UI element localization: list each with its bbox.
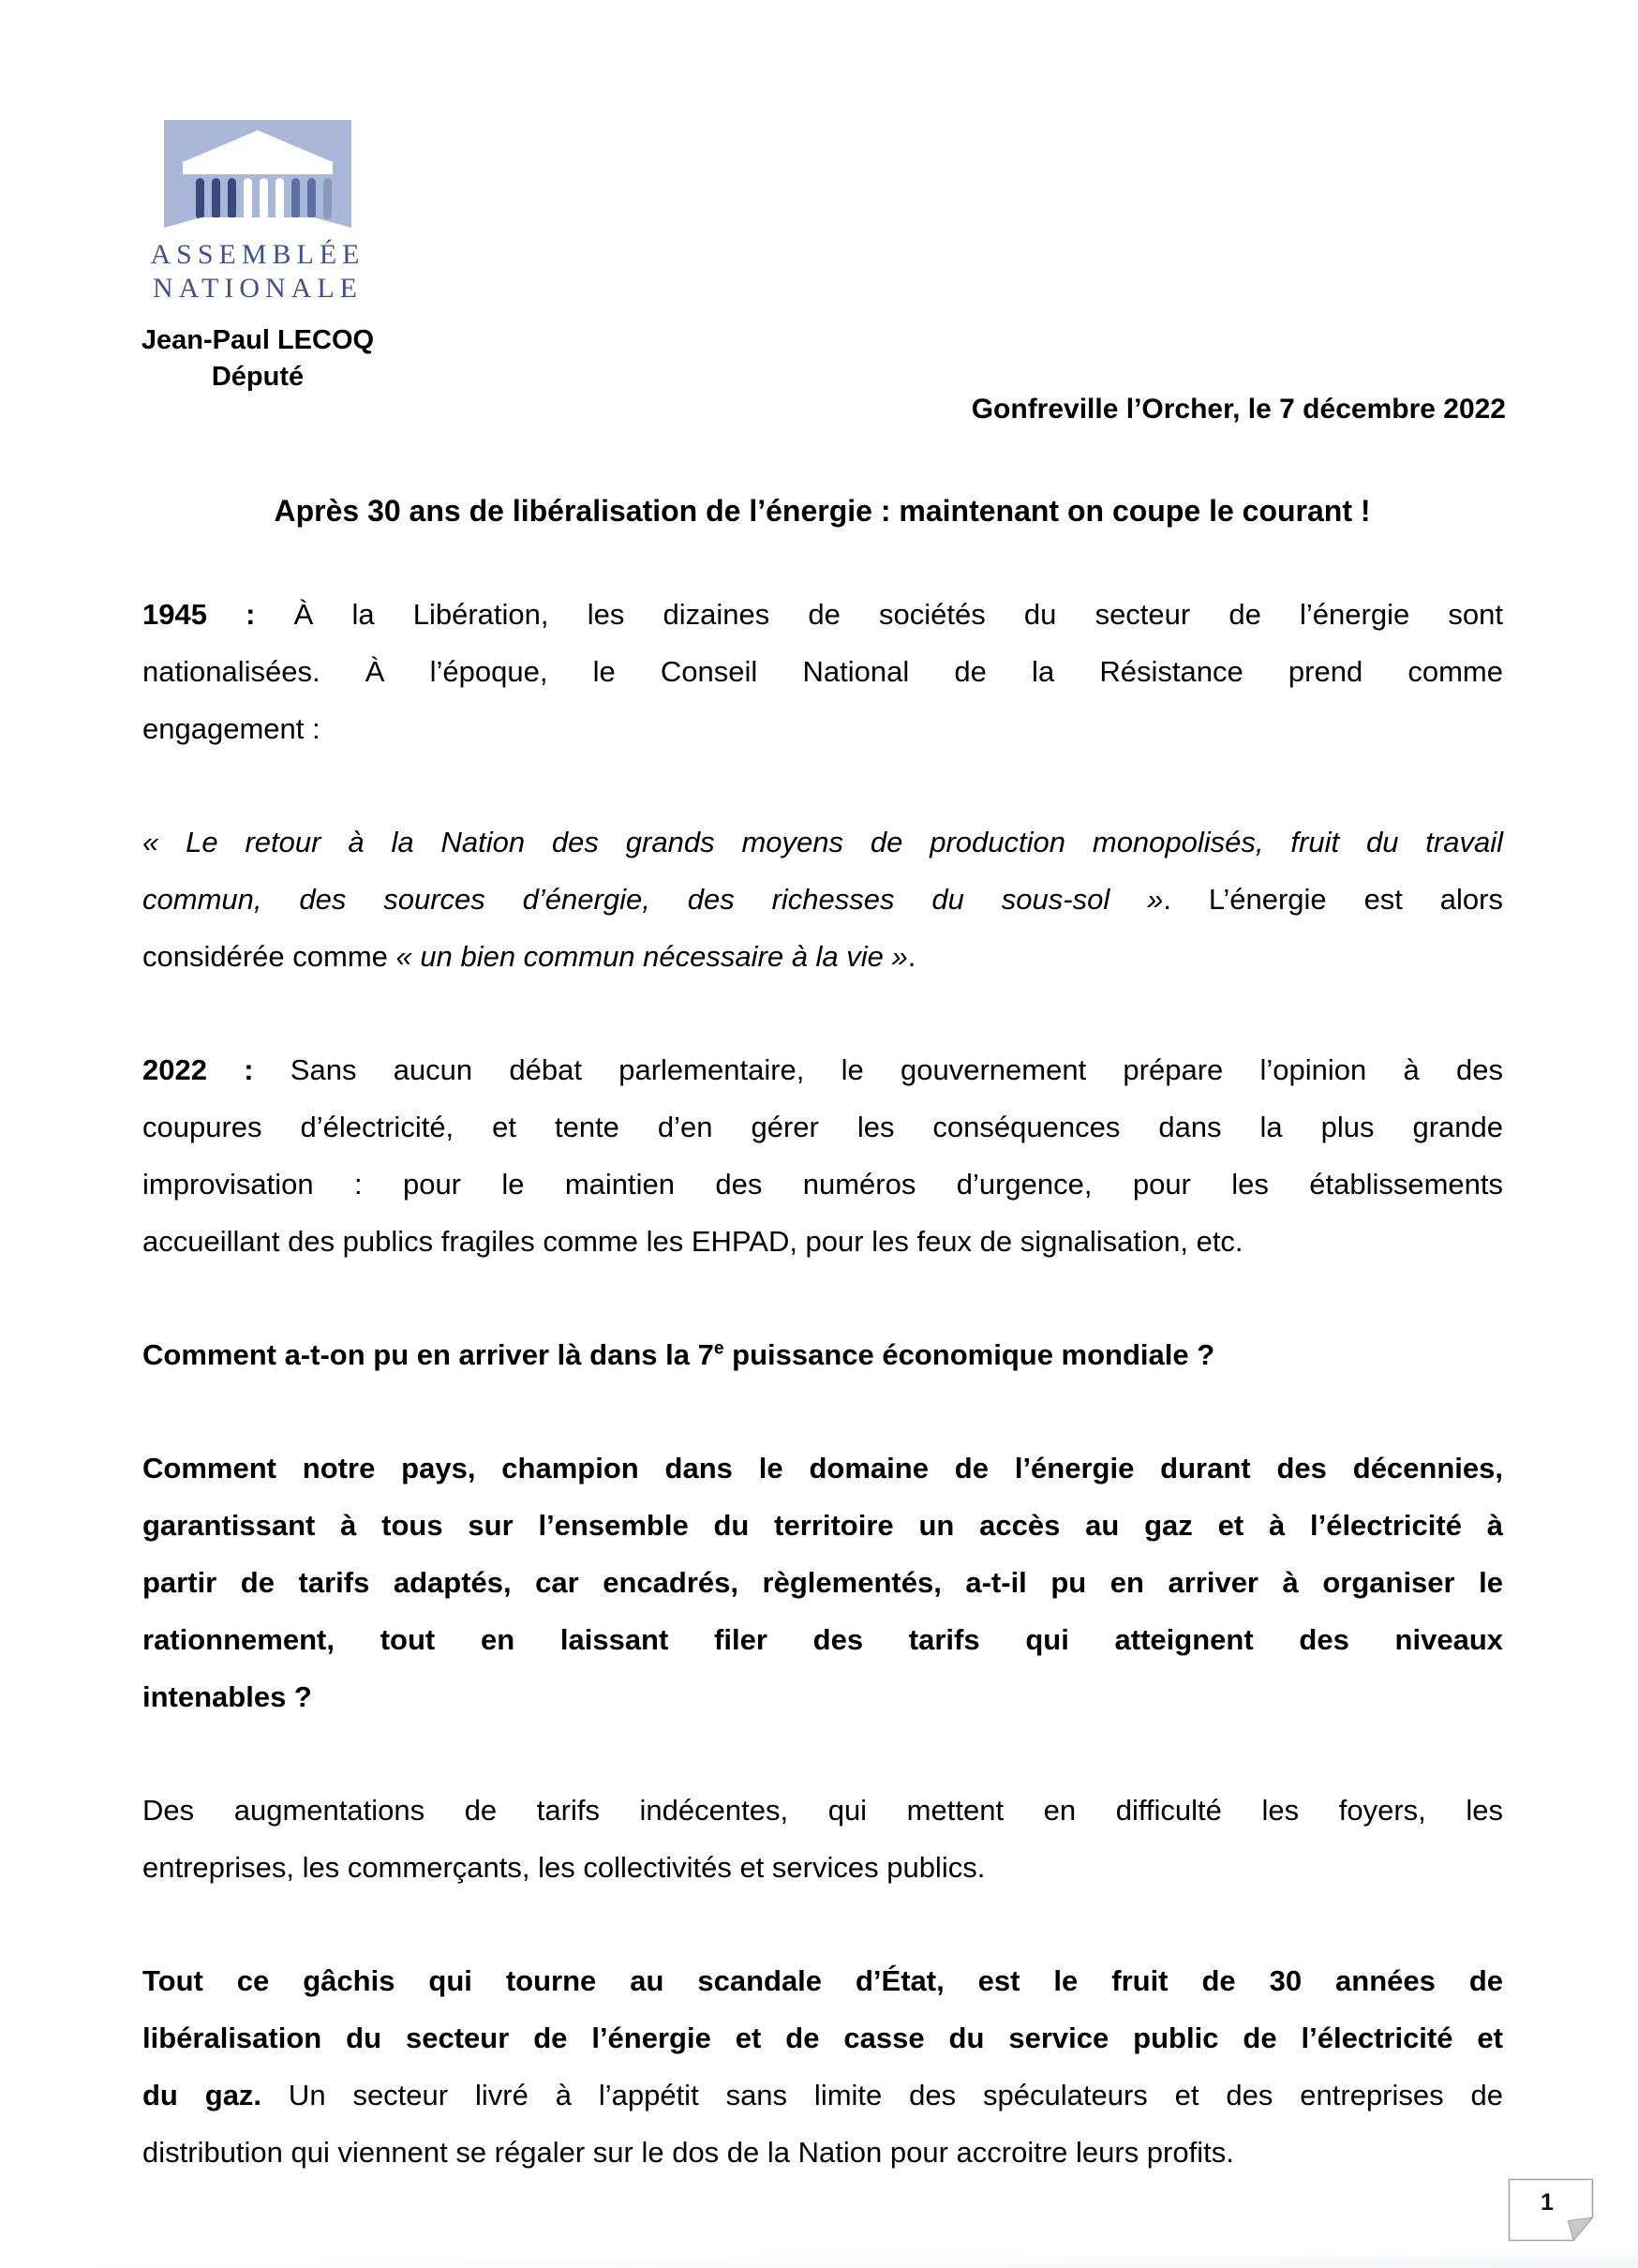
page-number-badge <box>1508 2178 1594 2242</box>
text-run: À la Libération, les dizaines de sociétés du secteur de l’énergie sont <box>255 598 1503 631</box>
scan-edge-artifact <box>0 2255 1638 2268</box>
dateline: Gonfreville l’Orcher, le 7 décembre 2022 <box>971 394 1506 425</box>
text-run: coupures d’électricité, et tente d’en gérer les conséquences dans la plus grande <box>142 1111 1503 1143</box>
text-run: . <box>907 940 916 973</box>
text-line <box>142 1554 1503 1611</box>
text-line <box>142 2067 1503 2124</box>
paragraph <box>142 586 1503 757</box>
document-body <box>142 586 1503 2181</box>
text-run: du gaz. <box>142 2079 262 2111</box>
text-run: intenables ? <box>142 1680 312 1713</box>
text-run: libéralisation du secteur de l’énergie et de casse du service public de l’électricité et <box>142 2022 1503 2054</box>
text-line <box>142 1440 1503 1497</box>
text-line <box>142 700 1503 757</box>
paragraph <box>142 1041 1503 1270</box>
text-run: distribution qui viennent se régaler sur le dos de la Nation pour accroitre leurs profits. <box>142 2136 1234 2169</box>
text-run: commun, des sources d’énergie, des richesses du sous-sol » <box>142 883 1164 916</box>
assemblee-nationale-logo <box>108 120 408 306</box>
text-run: considérée comme <box>142 940 396 973</box>
text-run: rationnement, tout en laissant filer des tarifs qui atteignent des niveaux <box>142 1623 1503 1656</box>
text-run: entreprises, les commerçants, les collectivités et services publics. <box>142 1851 986 1884</box>
text-run: Tout ce gâchis qui tourne au scandale d’État, est le fruit de 30 années de <box>142 1964 1503 1997</box>
text-run: Sans aucun débat parlementaire, le gouvernement prépare l’opinion à des <box>253 1053 1503 1086</box>
text-run: Comment notre pays, champion dans le domaine de l’énergie durant des décennies, <box>142 1452 1503 1485</box>
text-line <box>142 1611 1503 1668</box>
text-run: improvisation : pour le maintien des numéros d’urgence, pour les établissements <box>142 1168 1503 1201</box>
text-line <box>142 1041 1503 1098</box>
text-line <box>142 586 1503 643</box>
text-run: engagement : <box>142 712 320 745</box>
paragraph <box>142 1440 1503 1725</box>
text-line <box>142 2009 1503 2067</box>
text-run: 2022 : <box>142 1053 254 1086</box>
text-line <box>142 1156 1503 1213</box>
text-line <box>142 871 1503 928</box>
text-line <box>142 813 1503 871</box>
assemblee-nationale-emblem-icon <box>164 120 351 232</box>
paragraph <box>142 1952 1503 2181</box>
text-run: partir de tarifs adaptés, car encadrés, règlementés, a-t-il pu en arriver à organiser le <box>142 1566 1503 1599</box>
text-line <box>142 1098 1503 1156</box>
paragraph <box>142 1326 1503 1383</box>
text-run: . L’énergie est alors <box>1163 883 1503 916</box>
text-run: garantissant à tous sur l’ensemble du territoire un accès au gaz et à l’électricité à <box>142 1509 1503 1542</box>
page-number: 1 <box>1541 2189 1554 2216</box>
text-line <box>142 643 1503 700</box>
text-run: Des augmentations de tarifs indécentes, qui mettent en difficulté les foyers, les <box>142 1794 1503 1827</box>
text-line <box>142 1668 1503 1725</box>
text-line <box>142 1952 1503 2009</box>
text-run: Comment a-t-on pu en arriver là dans la 7 <box>142 1338 714 1371</box>
sender-block <box>98 322 417 395</box>
text-run: nationalisées. À l’époque, le Conseil National de la Résistance prend comme <box>142 655 1503 688</box>
text-line <box>142 1497 1503 1554</box>
text-run: « Le retour à la Nation des grands moyens de production monopolisés, fruit du travail <box>142 826 1503 858</box>
sender-name: Jean-Paul LECOQ <box>141 325 375 355</box>
text-line <box>142 1213 1503 1270</box>
document-title: Après 30 ans de libéralisation de l’énergie : maintenant on coupe le courant ! <box>274 494 1371 528</box>
text-run: 1945 : <box>142 598 256 631</box>
text-run: accueillant des publics fragiles comme les EHPAD, pour les feux de signalisation, etc. <box>142 1225 1243 1258</box>
text-run: « un bien commun nécessaire à la vie » <box>395 940 908 973</box>
logo-word-assemblee: ASSEMBLÉE <box>150 239 365 270</box>
text-line <box>142 928 1503 985</box>
sender-role: Député <box>211 362 305 392</box>
logo-wordmark <box>108 238 408 306</box>
text-run: puissance économique mondiale ? <box>723 1338 1215 1371</box>
paragraph <box>142 813 1503 985</box>
logo-word-nationale: NATIONALE <box>153 273 363 304</box>
text-run: e <box>713 1338 724 1359</box>
paragraph <box>142 1782 1503 1896</box>
text-line <box>142 2124 1503 2181</box>
text-run: Un secteur livré à l’appétit sans limite des spéculateurs et des entreprises de <box>261 2079 1503 2111</box>
text-line <box>142 1326 1503 1383</box>
text-line <box>142 1839 1503 1896</box>
text-line <box>142 1782 1503 1839</box>
